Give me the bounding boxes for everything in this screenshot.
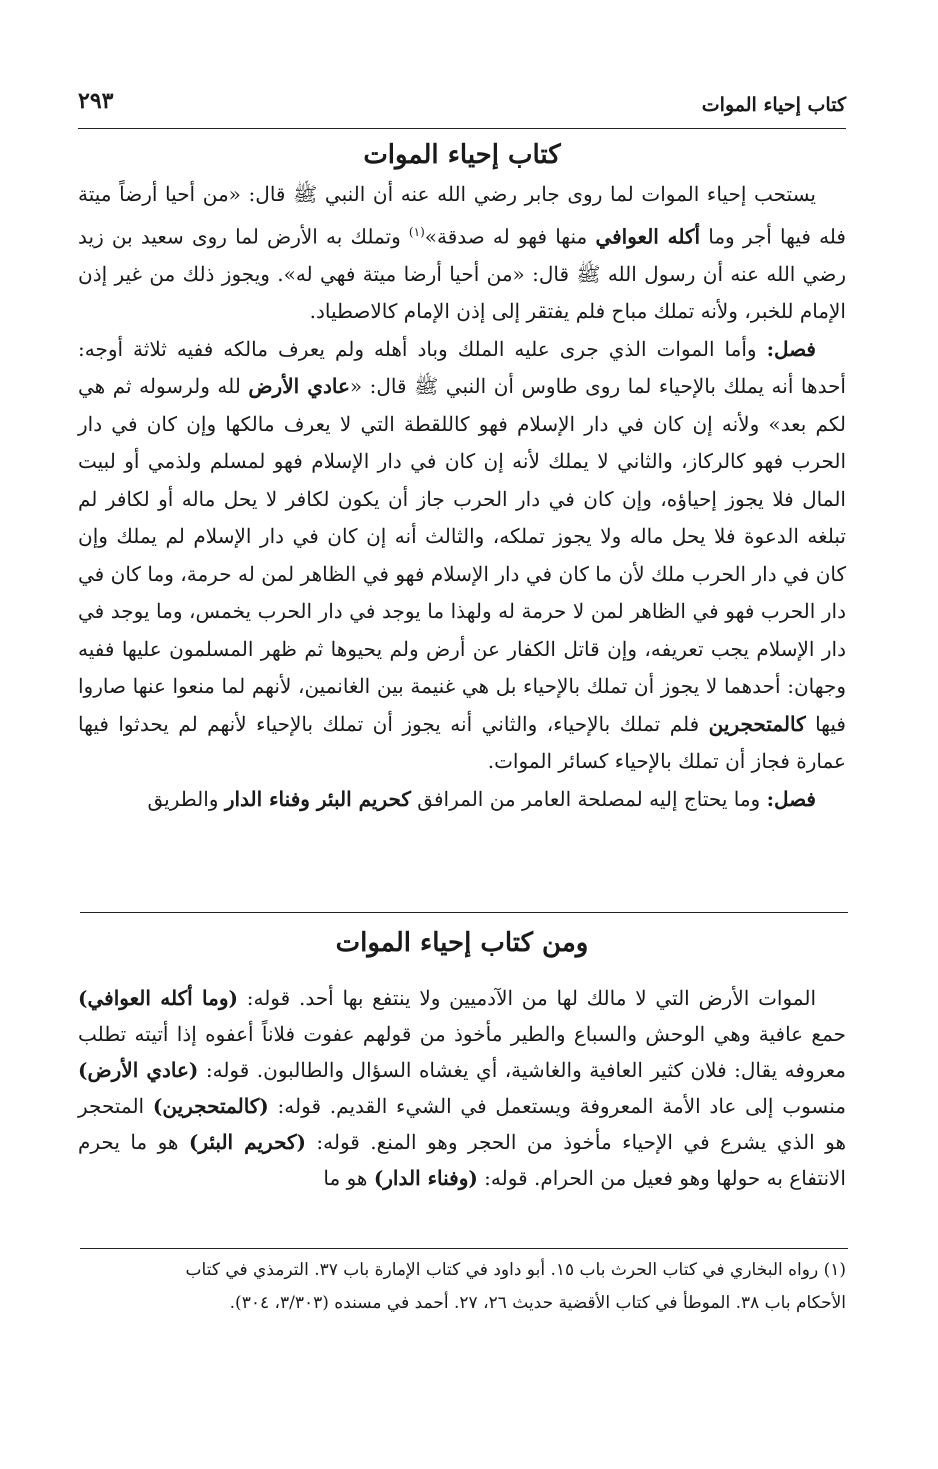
footnote-line: الأحكام باب ٣٨. الموطأ في كتاب الأقضية حديث ٢٦، ٢٧. أحمد في مسنده (٣/٣٠٣، ٣٠٤). [229,1293,846,1313]
bold-term: (وما أكله العوافي) [78,986,238,1010]
chapter-title: كتاب إحياء الموات [363,140,561,170]
text-run: لله ولرسوله ثم هي لكم بعد» ولأنه إن كان في دار الإسلام فهو كاللقطة التي لا يعرف مالكها وإن كان في دار الحرب فهو كالركاز، والثاني لا يملك لأنه إن كان في دار الإسلام فهو لمسلم ولذمي أو لبيت المال فلا يجوز إحياؤه، وإن كان في دار الحرب جاز أن يكون لكافر لا يحل ماله أو لكافر لم تبلغه الدعوة فلا يحل ماله ولا يجوز تملكه، والثالث أنه إن كان في دار الإسلام لم يملك وإن كان في دار الحرب ملك لأن ما كان في دار الإسلام فهو في الظاهر لمن له حرمة، وما كان في دار الحرب فهو في الظاهر لمن لا حرمة له ولهذا ما يوجد في دار الحرب يخمس، وما يوجد في دار الإسلام يجب تعريفه، وإن قاتل الكفار عن أرض ولم يحيوها ثم ظهر المسلمون عليها ففيه وجهان: أحدهما لا يجوز أن تملك بالإحياء بل هي غنيمة بين الغانمين، لأنهم لما منعوا عنها صاروا فيها [78,374,846,736]
section-divider [80,912,848,913]
commentary [78,928,846,1196]
bold-term: (كحريم البئر) [188,1130,306,1154]
text-run: هو ما [323,1166,374,1190]
bold-term: كالمتحجرين [708,711,806,736]
text-run: وتملك به الأرض لما روى سعيد بن زيد رضي الله عنه أن رسول الله ﷺ قال: «من أحيا أرضا ميتة فهي له». ويجوز ذلك من غير إذن الإمام للخبر، ولأنه تملك مباح فلم يفتقر إلى إذن الإمام كالاصطياد. [78,224,846,324]
page-number: ٢٩٣ [78,88,114,114]
bold-term: (وفناء الدار) [373,1166,478,1190]
text-run: فلم تملك بالإحياء، والثاني أنه يجوز أن تملك بالإحياء لأنهم لم يحدثوا فيها عمارة فجاز أن تملك بالإحياء كسائر الموات. [78,711,846,774]
text-run: هو ما يحرم الانتفاع به حولها وهو فعيل من الحرام. قوله: [78,1130,846,1190]
footnotes [78,1254,846,1320]
bold-term: (عادي الأرض) [78,1058,199,1082]
commentary-title: ومن كتاب إحياء الموات [335,928,589,958]
footnote-ref: (١) [408,224,425,239]
fasl-label: فصل: [766,786,816,811]
text-run: والطريق [147,786,225,811]
text-run: يستحب إحياء الموات لما روى جابر رضي الله عنه أن النبي ﷺ قال: «من أحيا أرضاً ميتة فله فيها أجر وما [78,182,846,249]
page-header [78,88,846,129]
main-text [78,140,846,818]
text-run: وأما الموات الذي جرى عليه الملك وباد أهله ولم يعرف مالكه ففيه ثلاثة أوجه: أحدها أنه يملك بالإحياء لما روى طاوس أن النبي ﷺ قال: « [78,336,846,399]
bold-term: أكله العوافي [595,224,701,249]
text-run: منها فهو له صدقة» [424,224,596,249]
commentary-paragraph [78,980,846,1196]
bold-term: عادي الأرض [248,374,350,399]
text-run: الموات الأرض التي لا مالك لها من الآدميين ولا ينتفع بها أحد. قوله: [237,986,816,1010]
text-run: حمع عافية وهي الوحش والسباع والطير مأخوذ من قولهم عفوت فلاناً أعفوه إذا أتيته تطلب معروفه يقال: فلان كثير العافية والغاشية، أي يغشاه السؤال والطالبون. قوله: [78,1022,846,1082]
text-run: منسوب إلى عاد الأمة المعروفة ويستعمل في الشيء القديم. قوله: [268,1094,846,1118]
paragraph-fasl-2 [78,781,846,819]
text-run: وما يحتاج إليه لمصلحة العامر من المرافق [410,786,767,811]
footnote-line: (١) رواه البخاري في كتاب الحرث باب ١٥. أبو داود في كتاب الإمارة باب ٣٧. الترمذي في كتاب [185,1260,846,1280]
paragraph-intro [78,176,846,331]
running-title: كتاب إحياء الموات [701,94,846,116]
bold-term: كحريم البئر وفناء الدار [224,786,411,811]
bold-term: (كالمتحجرين) [152,1094,269,1118]
fasl-label: فصل: [766,336,816,361]
text-run: المتحجر هو الذي يشرع في الإحياء مأخوذ من الحجر وهو المنع. قوله: [78,1094,846,1154]
footnote-rule [80,1248,848,1249]
paragraph-fasl-1 [78,331,846,781]
